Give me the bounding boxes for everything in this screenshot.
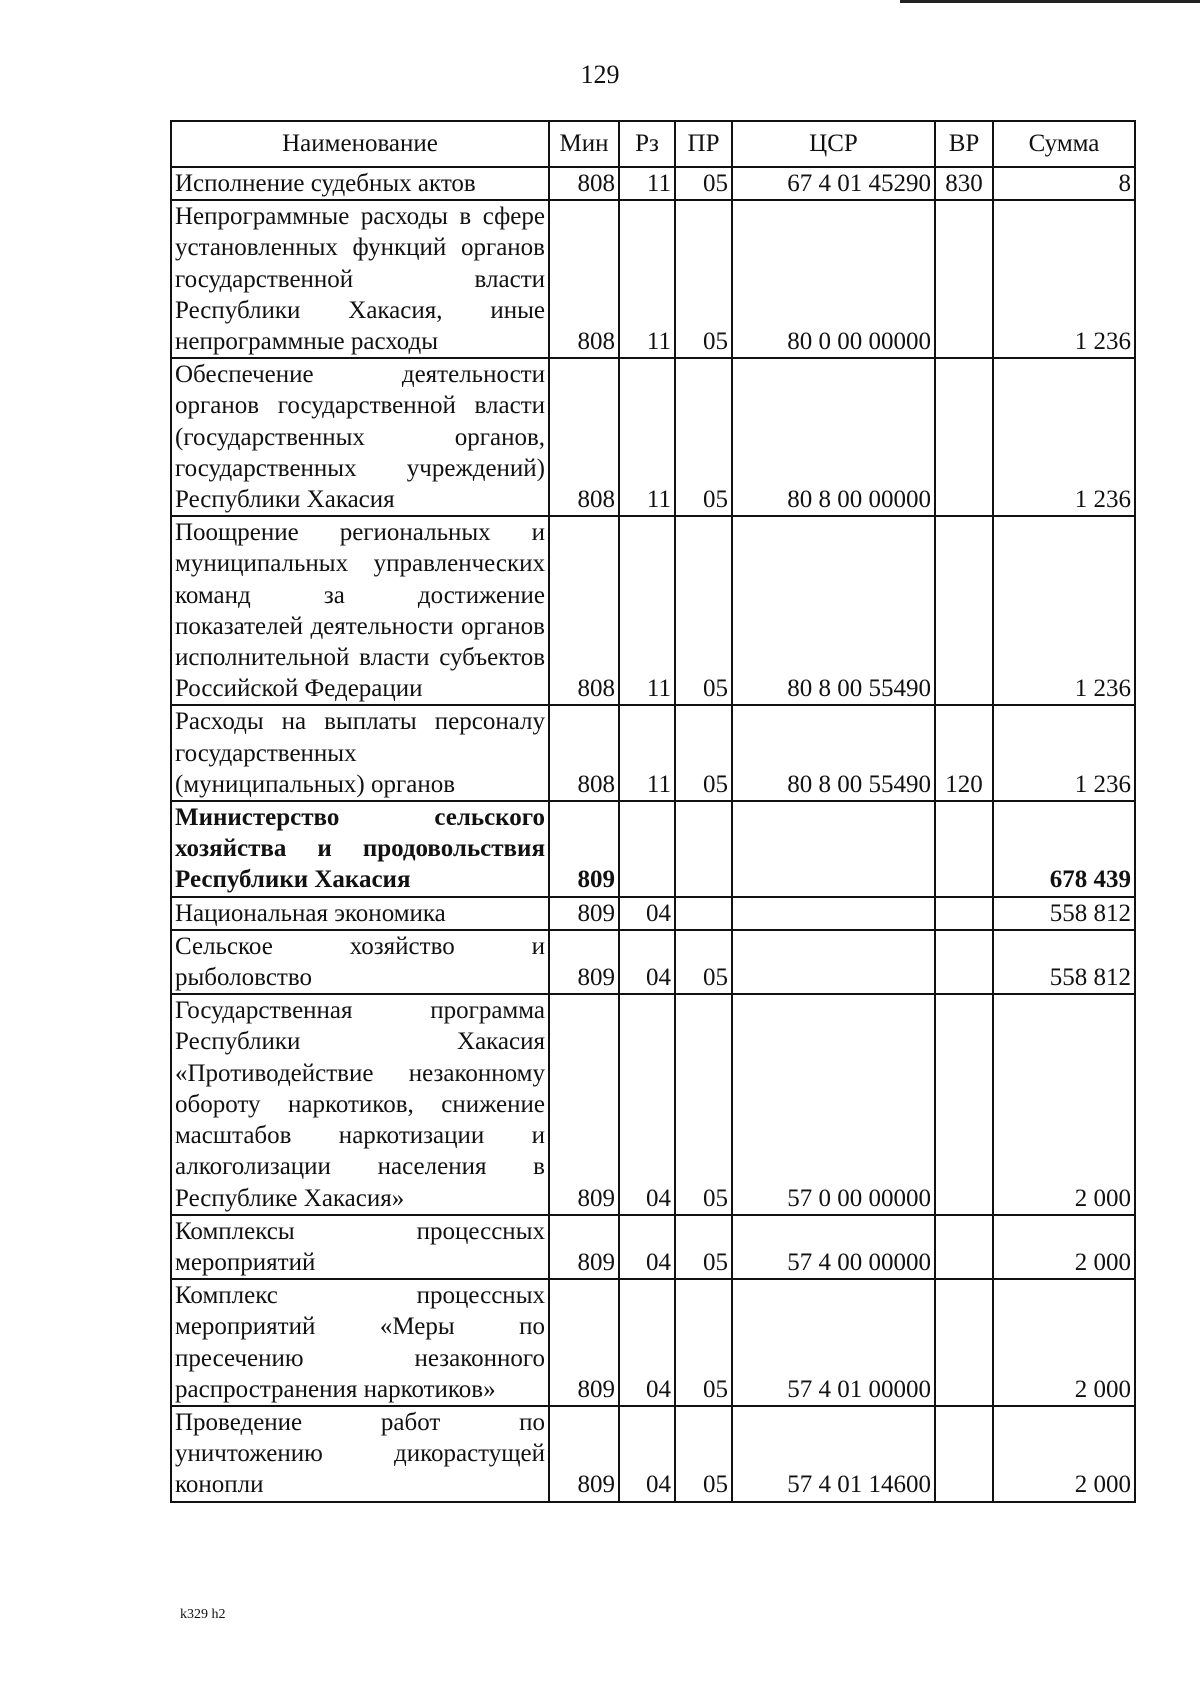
cell-vr: 830 — [935, 167, 993, 200]
cell-rz: 04 — [619, 1406, 675, 1502]
cell-csr: 57 4 01 00000 — [732, 1279, 935, 1406]
cell-name: Комплексы процессных мероприятий — [171, 1215, 549, 1279]
cell-vr — [935, 516, 993, 705]
cell-name: Исполнение судебных актов — [171, 167, 549, 200]
cell-min: 809 — [549, 1406, 619, 1502]
cell-vr — [935, 358, 993, 516]
cell-sum: 2 000 — [993, 1279, 1135, 1406]
cell-sum: 2 000 — [993, 994, 1135, 1214]
cell-sum: 2 000 — [993, 1406, 1135, 1502]
cell-sum: 1 236 — [993, 516, 1135, 705]
cell-sum: 558 812 — [993, 930, 1135, 994]
cell-vr — [935, 930, 993, 994]
cell-vr — [935, 200, 993, 358]
cell-rz: 04 — [619, 1215, 675, 1279]
cell-name: Поощрение региональных и муниципальных управленческих команд за достижение показателей деятельности органов исполнительной власти субъектов Российской Федерации — [171, 516, 549, 705]
table-row — [171, 516, 1135, 705]
cell-sum: 8 — [993, 167, 1135, 200]
table-row — [171, 930, 1135, 994]
table-row — [171, 994, 1135, 1214]
table-header-row — [171, 121, 1135, 167]
cell-sum: 1 236 — [993, 358, 1135, 516]
cell-min: 808 — [549, 705, 619, 801]
cell-vr — [935, 1279, 993, 1406]
scan-edge-line — [900, 0, 1200, 3]
cell-vr — [935, 801, 993, 897]
cell-pr: 05 — [675, 994, 732, 1214]
cell-csr: 57 4 01 14600 — [732, 1406, 935, 1502]
cell-csr: 57 4 00 00000 — [732, 1215, 935, 1279]
cell-sum: 678 439 — [993, 801, 1135, 897]
table-row — [171, 200, 1135, 358]
cell-pr: 05 — [675, 930, 732, 994]
cell-vr: 120 — [935, 705, 993, 801]
cell-csr: 57 0 00 00000 — [732, 994, 935, 1214]
header-pr: ПР — [675, 121, 732, 167]
cell-name: Национальная экономика — [171, 897, 549, 930]
cell-rz: 11 — [619, 200, 675, 358]
cell-min: 809 — [549, 930, 619, 994]
cell-sum: 1 236 — [993, 705, 1135, 801]
footer-code: k329 h2 — [180, 1607, 226, 1622]
cell-rz: 11 — [619, 167, 675, 200]
cell-csr: 67 4 01 45290 — [732, 167, 935, 200]
table-row — [171, 705, 1135, 801]
cell-pr — [675, 897, 732, 930]
cell-vr — [935, 897, 993, 930]
header-min: Мин — [549, 121, 619, 167]
table-row — [171, 167, 1135, 200]
cell-csr: 80 8 00 55490 — [732, 516, 935, 705]
cell-rz: 11 — [619, 516, 675, 705]
cell-csr: 80 8 00 00000 — [732, 358, 935, 516]
cell-pr — [675, 801, 732, 897]
cell-vr — [935, 1406, 993, 1502]
cell-pr: 05 — [675, 1279, 732, 1406]
cell-csr — [732, 930, 935, 994]
cell-name: Непрограммные расходы в сфере установленных функций органов государственной власти Республики Хакасия, иные непрограммные расходы — [171, 200, 549, 358]
cell-name: Государственная программа Республики Хакасия «Противодействие незаконному обороту наркотиков, снижение масштабов наркотизации и алкоголизации населения в Республике Хакасия» — [171, 994, 549, 1214]
cell-vr — [935, 994, 993, 1214]
table-row — [171, 897, 1135, 930]
cell-csr: 80 0 00 00000 — [732, 200, 935, 358]
cell-min: 809 — [549, 801, 619, 897]
cell-csr: 80 8 00 55490 — [732, 705, 935, 801]
cell-min: 808 — [549, 200, 619, 358]
cell-rz: 11 — [619, 358, 675, 516]
cell-min: 808 — [549, 358, 619, 516]
cell-rz: 11 — [619, 705, 675, 801]
cell-rz — [619, 801, 675, 897]
table-row — [171, 358, 1135, 516]
header-csr: ЦСР — [732, 121, 935, 167]
header-vr: ВР — [935, 121, 993, 167]
cell-pr: 05 — [675, 516, 732, 705]
cell-min: 809 — [549, 897, 619, 930]
table-row — [171, 801, 1135, 897]
cell-min: 809 — [549, 1279, 619, 1406]
cell-csr — [732, 897, 935, 930]
cell-pr: 05 — [675, 167, 732, 200]
table-body — [171, 167, 1135, 1502]
cell-vr — [935, 1215, 993, 1279]
cell-min: 809 — [549, 1215, 619, 1279]
cell-rz: 04 — [619, 1279, 675, 1406]
table-row — [171, 1215, 1135, 1279]
page-number: 129 — [580, 60, 620, 89]
header-rz: Рз — [619, 121, 675, 167]
cell-rz: 04 — [619, 994, 675, 1214]
cell-name: Проведение работ по уничтожению дикорастущей конопли — [171, 1406, 549, 1502]
cell-name: Комплекс процессных мероприятий «Меры по пресечению незаконного распространения наркотиков» — [171, 1279, 549, 1406]
cell-rz: 04 — [619, 930, 675, 994]
cell-pr: 05 — [675, 358, 732, 516]
cell-min: 809 — [549, 994, 619, 1214]
cell-pr: 05 — [675, 705, 732, 801]
cell-pr: 05 — [675, 1406, 732, 1502]
header-sum: Сумма — [993, 121, 1135, 167]
header-name: Наименование — [171, 121, 549, 167]
table-row — [171, 1406, 1135, 1502]
cell-rz: 04 — [619, 897, 675, 930]
cell-sum: 558 812 — [993, 897, 1135, 930]
cell-min: 808 — [549, 167, 619, 200]
cell-sum: 2 000 — [993, 1215, 1135, 1279]
budget-table — [170, 120, 1136, 1503]
cell-min: 808 — [549, 516, 619, 705]
cell-pr: 05 — [675, 1215, 732, 1279]
cell-name: Сельское хозяйство и рыболовство — [171, 930, 549, 994]
cell-name: Обеспечение деятельности органов государственной власти (государственных органов, государственных учреждений) Республики Хакасия — [171, 358, 549, 516]
table-row — [171, 1279, 1135, 1406]
cell-name: Расходы на выплаты персоналу государственных (муниципальных) органов — [171, 705, 549, 801]
cell-name: Министерство сельского хозяйства и продовольствия Республики Хакасия — [171, 801, 549, 897]
cell-csr — [732, 801, 935, 897]
cell-sum: 1 236 — [993, 200, 1135, 358]
cell-pr: 05 — [675, 200, 732, 358]
